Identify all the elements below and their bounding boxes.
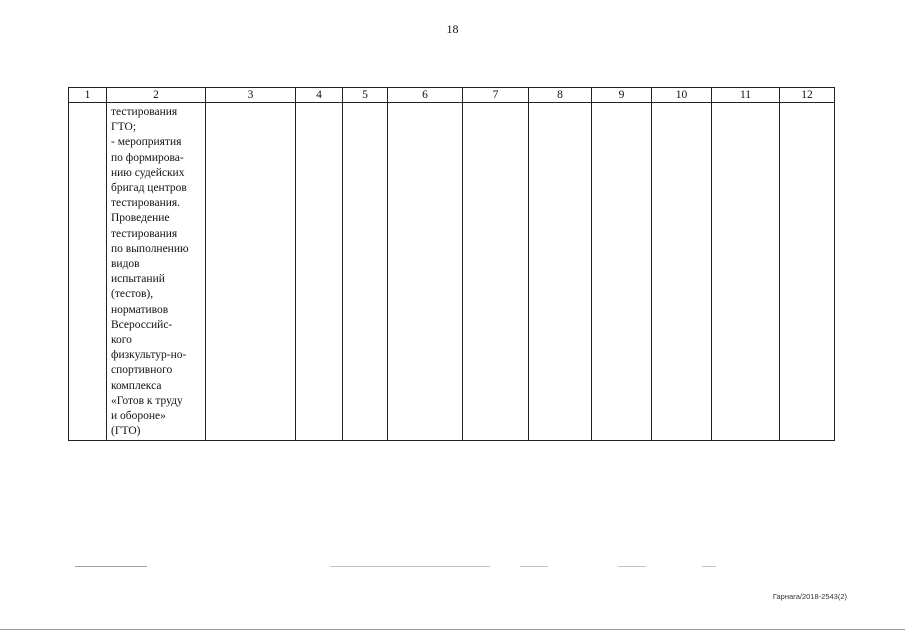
cell-col-10 xyxy=(652,103,712,441)
column-header-2: 2 xyxy=(107,88,206,103)
cell-text-line: нию судейских xyxy=(111,166,185,179)
scan-artifact-line xyxy=(618,566,646,567)
cell-col-12 xyxy=(780,103,835,441)
cell-text-line: (тестов), xyxy=(111,288,154,301)
document-code: Гарнага/2018-2543(2) xyxy=(772,592,847,601)
column-header-8: 8 xyxy=(529,88,592,103)
column-header-12: 12 xyxy=(780,88,835,103)
cell-text-line: тестирования xyxy=(111,106,178,118)
cell-text-line: «Готов к труду xyxy=(111,394,183,407)
column-header-1: 1 xyxy=(69,88,107,103)
column-header-11: 11 xyxy=(712,88,780,103)
cell-text-line: ГТО; xyxy=(111,121,137,134)
cell-text-line: тестирования. xyxy=(111,197,181,210)
cell-col-1 xyxy=(69,103,107,441)
cell-text-line: Всероссийс- xyxy=(111,318,173,331)
page-number: 18 xyxy=(446,22,459,36)
cell-col-11 xyxy=(712,103,780,441)
cell-text-line: - мероприятия xyxy=(111,136,182,149)
column-header-3: 3 xyxy=(206,88,296,103)
cell-col-3 xyxy=(206,103,296,441)
column-header-6: 6 xyxy=(388,88,463,103)
cell-text-line: спортивного xyxy=(111,364,173,377)
cell-text-line: испытаний xyxy=(111,273,165,286)
cell-text-line: тестирования xyxy=(111,227,178,240)
cell-col-7 xyxy=(463,103,529,441)
scan-artifact-line xyxy=(330,566,490,567)
cell-text-line: комплекса xyxy=(111,379,162,392)
table-row xyxy=(69,103,835,441)
column-header-9: 9 xyxy=(592,88,652,103)
table-header-row xyxy=(69,88,835,103)
cell-col-8 xyxy=(529,103,592,441)
cell-col-5 xyxy=(343,103,388,441)
cell-col-4 xyxy=(296,103,343,441)
cell-text-line: и обороне» xyxy=(111,410,166,423)
scan-artifact-line xyxy=(75,566,147,567)
cell-text-line: (ГТО) xyxy=(111,425,141,438)
cell-col-9 xyxy=(592,103,652,441)
cell-text-line: физкультур-но- xyxy=(111,349,187,362)
cell-col-6 xyxy=(388,103,463,441)
cell-text-line: по формирова- xyxy=(111,151,184,164)
column-header-5: 5 xyxy=(343,88,388,103)
scan-artifact-line xyxy=(702,566,716,567)
cell-text-line: кого xyxy=(111,334,132,347)
cell-text-line: нормативов xyxy=(111,303,169,316)
data-table xyxy=(68,87,835,441)
column-header-7: 7 xyxy=(463,88,529,103)
cell-text-line: по выполнению xyxy=(111,242,189,255)
cell-text-line: Проведение xyxy=(111,212,170,225)
scan-artifact-line xyxy=(520,566,548,567)
cell-text-line: видов xyxy=(111,258,140,271)
column-header-10: 10 xyxy=(652,88,712,103)
scan-artifact-line xyxy=(0,629,905,630)
cell-text-line: бригад центров xyxy=(111,182,187,195)
column-header-4: 4 xyxy=(296,88,343,103)
cell-col-2 xyxy=(107,103,206,441)
